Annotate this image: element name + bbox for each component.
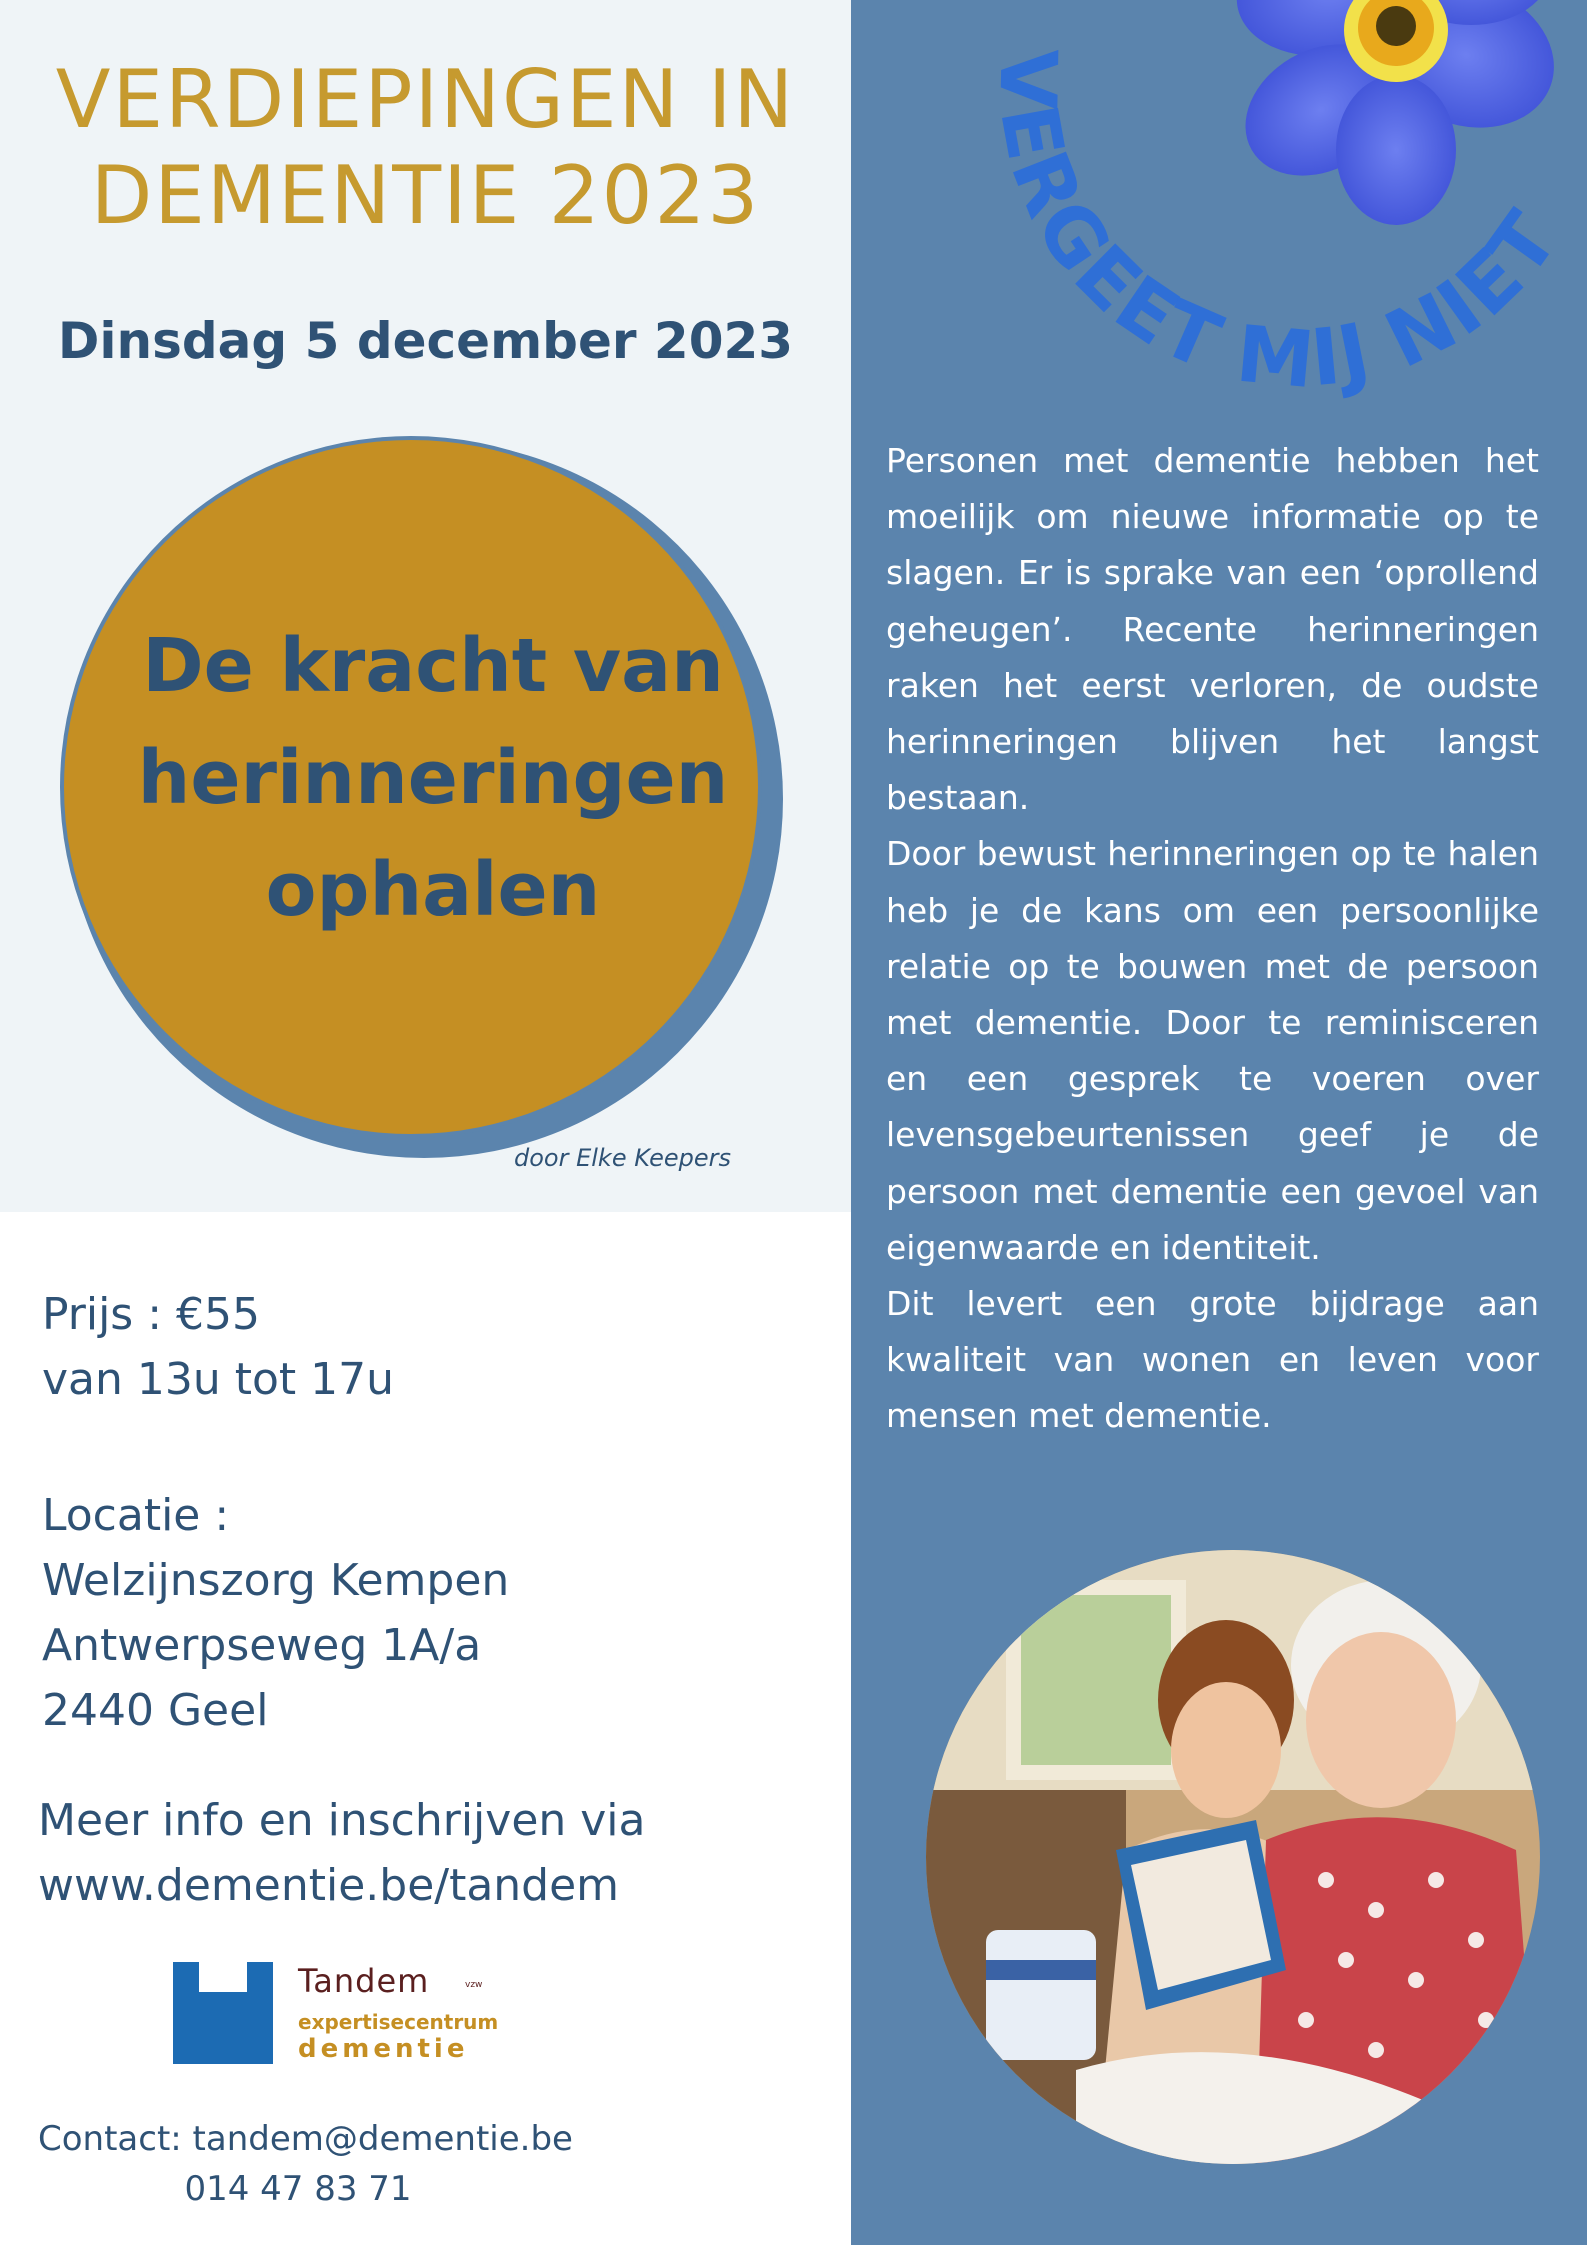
more-info-text: Meer info en inschrijven via (38, 1795, 646, 1846)
logo-subtitle-dementie: dementie (298, 2034, 469, 2064)
price-block (42, 1282, 394, 1412)
author-credit: door Elke Keepers (514, 1144, 732, 1172)
topic-title (64, 610, 802, 946)
event-date: Dinsdag 5 december 2023 (57, 312, 794, 370)
description-paragraph-1: Personen met dementie hebben het moeilijk om nieuwe informatie op te slagen. Er is sprake van een ‘oprollend geheugen’. Recente herinneringen raken het eerst verloren, de oudste herinneringen blijven het langst bestaan. (886, 441, 1539, 818)
contact-block (38, 2114, 573, 2214)
location-name: Welzijnszorg Kempen (42, 1555, 510, 1606)
logo-name: Tandem (298, 1962, 430, 2000)
forget-me-not-flower-stamp (851, 0, 1587, 420)
location-street: Antwerpseweg 1A/a (42, 1620, 482, 1671)
location-label: Locatie : (42, 1490, 230, 1541)
topic-title-line2: herinneringen (137, 735, 729, 821)
contact-email[interactable]: Contact: tandem@dementie.be (38, 2119, 573, 2159)
more-info-url[interactable]: www.dementie.be/tandem (38, 1860, 620, 1911)
topic-title-line1: De kracht van (142, 623, 724, 709)
description-paragraph-2: Door bewust herinneringen op te halen heb je de kans om een persoonlijke relatie op te bouwen met de persoon met dementie. Door te reminisceren en een gesprek te voeren over levensgebeurtenissen geef je de persoon met dementie een gevoel van eigenwaarde en identiteit. (886, 834, 1539, 1267)
more-info-block (38, 1788, 646, 1918)
tandem-logo-icon (173, 1962, 273, 2064)
description-paragraph-3: Dit levert een grote bijdrage aan kwaliteit van wonen en leven voor mensen met dementie. (886, 1284, 1539, 1436)
event-series-title-line2: DEMENTIE 2023 (90, 149, 761, 242)
location-block (42, 1483, 509, 1743)
logo-suffix: vzw (465, 1980, 483, 1990)
photo-reminiscence (926, 1550, 1540, 2164)
stamp-text: VERGEET MIJ NIET (981, 48, 1577, 407)
tandem-logo (173, 1962, 503, 2066)
price-label: Prijs : €55 (42, 1289, 261, 1340)
description-text (886, 433, 1539, 1445)
contact-phone: 014 47 83 71 (184, 2169, 412, 2209)
time-label: van 13u tot 17u (42, 1354, 395, 1405)
photo-illustration (926, 1550, 1540, 2164)
logo-subtitle: expertisecentrum (298, 2010, 499, 2034)
description-panel (851, 0, 1587, 2245)
event-series-title-line1: VERDIEPINGEN IN (55, 53, 796, 146)
flower-icon (1222, 0, 1575, 225)
topic-title-line3: ophalen (265, 847, 601, 933)
location-city: 2440 Geel (42, 1685, 269, 1736)
